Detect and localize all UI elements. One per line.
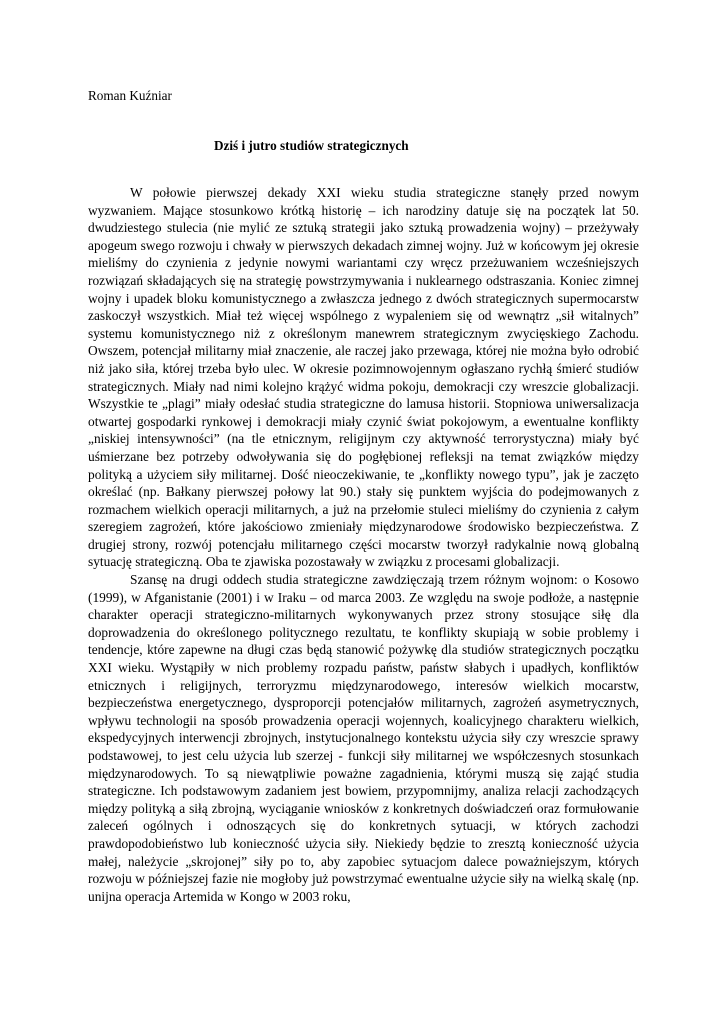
author-name: Roman Kuźniar (88, 88, 172, 103)
paragraph-1: W połowie pierwszej dekady XXI wieku studia strategiczne stanęły przed nowym wyzwaniem. Mające stosunkowo krótką historię – ich narodziny datuje się na początek lat 50. dwudziestego stulecia (nie mylić ze sztuką strategii jako sztuką prowadzenia wojny) – przeżywały apogeum swego rozwoju i chwały w pierwszych dekadach zimnej wojny. Już w końcowym jej okresie mieliśmy do czynienia z jedynie nowymi wariantami czy wręcz przeżuwaniem wcześniejszych rozwiązań składających się na strategię powstrzymywania i nuklearnego odstraszania. Koniec zimnej wojny i upadek bloku komunistycznego a zwłaszcza jednego z dwóch strategicznych supermocarstw zaskoczył wszystkich. Miał też więcej wspólnego z wypaleniem się od wewnątrz „sił witalnych” systemu komunistycznego niż z określonym manewrem strategicznym zwycięskiego Zachodu. Owszem, potencjał militarny miał znaczenie, ale raczej jako przewaga, której nie można było odrobić niż jako siła, której trzeba było ulec. W okresie pozimnowojennym ogłaszano rychłą śmierć studiów strategicznych. Miały nad nimi kolejno krążyć widma pokoju, demokracji czy wreszcie globalizacji. Wszystkie te „plagi” miały odesłać studia strategiczne do lamusa historii. Stopniowa uniwersalizacja otwartej gospodarki rynkowej i demokracji miały czynić świat pokojowym, a ewentualne konflikty „niskiej intensywności” (na tle etnicznym, religijnym czy aktywność terrorystyczna) miały być uśmierzane bez potrzeby odwoływania się do pogłębionej refleksji na temat związków między polityką a użyciem siły militarnej. Dość nieoczekiwanie, te „konflikty nowego typu”, jak je zaczęto określać (np. Bałkany pierwszej połowy lat 90.) stały się punktem wyjścia do podejmowanych z rozmachem wielkich operacji militarnych, a już na przełomie stuleci mieliśmy do czynienia z całym szeregiem zagrożeń, które jakościowo zmieniały międzynarodowe środowisko bezpieczeństwa. Z drugiej strony, rozwój potencjału militarnego części mocarstw tworzył radykalnie nową globalną sytuację strategiczną. Oba te zjawiska pozostawały w związku z procesami globalizacji. (88, 185, 639, 570)
document-page (88, 0, 639, 1024)
paragraph-2: Szansę na drugi oddech studia strategiczne zawdzięczają trzem różnym wojnom: o Kosowo (1999), w Afganistanie (2001) i w Iraku – od marca 2003. Ze względu na swoje podłoże, a następnie charakter operacji strategiczno-militarnych wykonywanych przez strony stosujące siłę dla doprowadzenia do określonego politycznego rezultatu, te konflikty skupiają w sobie problemy i tendencje, które zapewne na długi czas będą stanowić pożywkę dla studiów strategicznych początku XXI wieku. Wystąpiły w nich problemy rozpadu państw, państw słabych i upadłych, konfliktów etnicznych i religijnych, terroryzmu międzynarodowego, interesów wielkich mocarstw, bezpieczeństwa energetycznego, dysproporcji potencjałów militarnych, zagrożeń asymetrycznych, wpływu technologii na sposób prowadzenia operacji wojennych, koalicyjnego charakteru wielkich, ekspedycyjnych interwencji zbrojnych, instytucjonalnego kontekstu użycia siły czy wreszcie sprawy podstawowej, to jest celu użycia lub szerzej - funkcji siły militarnej we współczesnych stosunkach międzynarodowych. To są niewątpliwie poważne zagadnienia, którymi muszą się zająć studia strategiczne. Ich podstawowym zadaniem jest bowiem, przypomnijmy, analiza relacji zachodzących między polityką a siłą zbrojną, wyciąganie wniosków z konkretnych doświadczeń oraz formułowanie zaleceń ogólnych i odnoszących się do konkretnych sytuacji, w których zachodzi prawdopodobieństwo lub konieczność użycia siły. Niekiedy będzie to zresztą konieczność użycia małej, należycie „skrojonej” siły po to, aby zapobiec sytuacjom dalece poważniejszym, których rozwoju w późniejszej fazie nie mogłoby już powstrzymać ewentualne użycie siły na wielką skalę (np. unijna operacja Artemida w Kongo w 2003 roku, (88, 572, 639, 904)
document-title: Dziś i jutro studiów strategicznych (214, 138, 409, 153)
document-body (88, 184, 639, 905)
